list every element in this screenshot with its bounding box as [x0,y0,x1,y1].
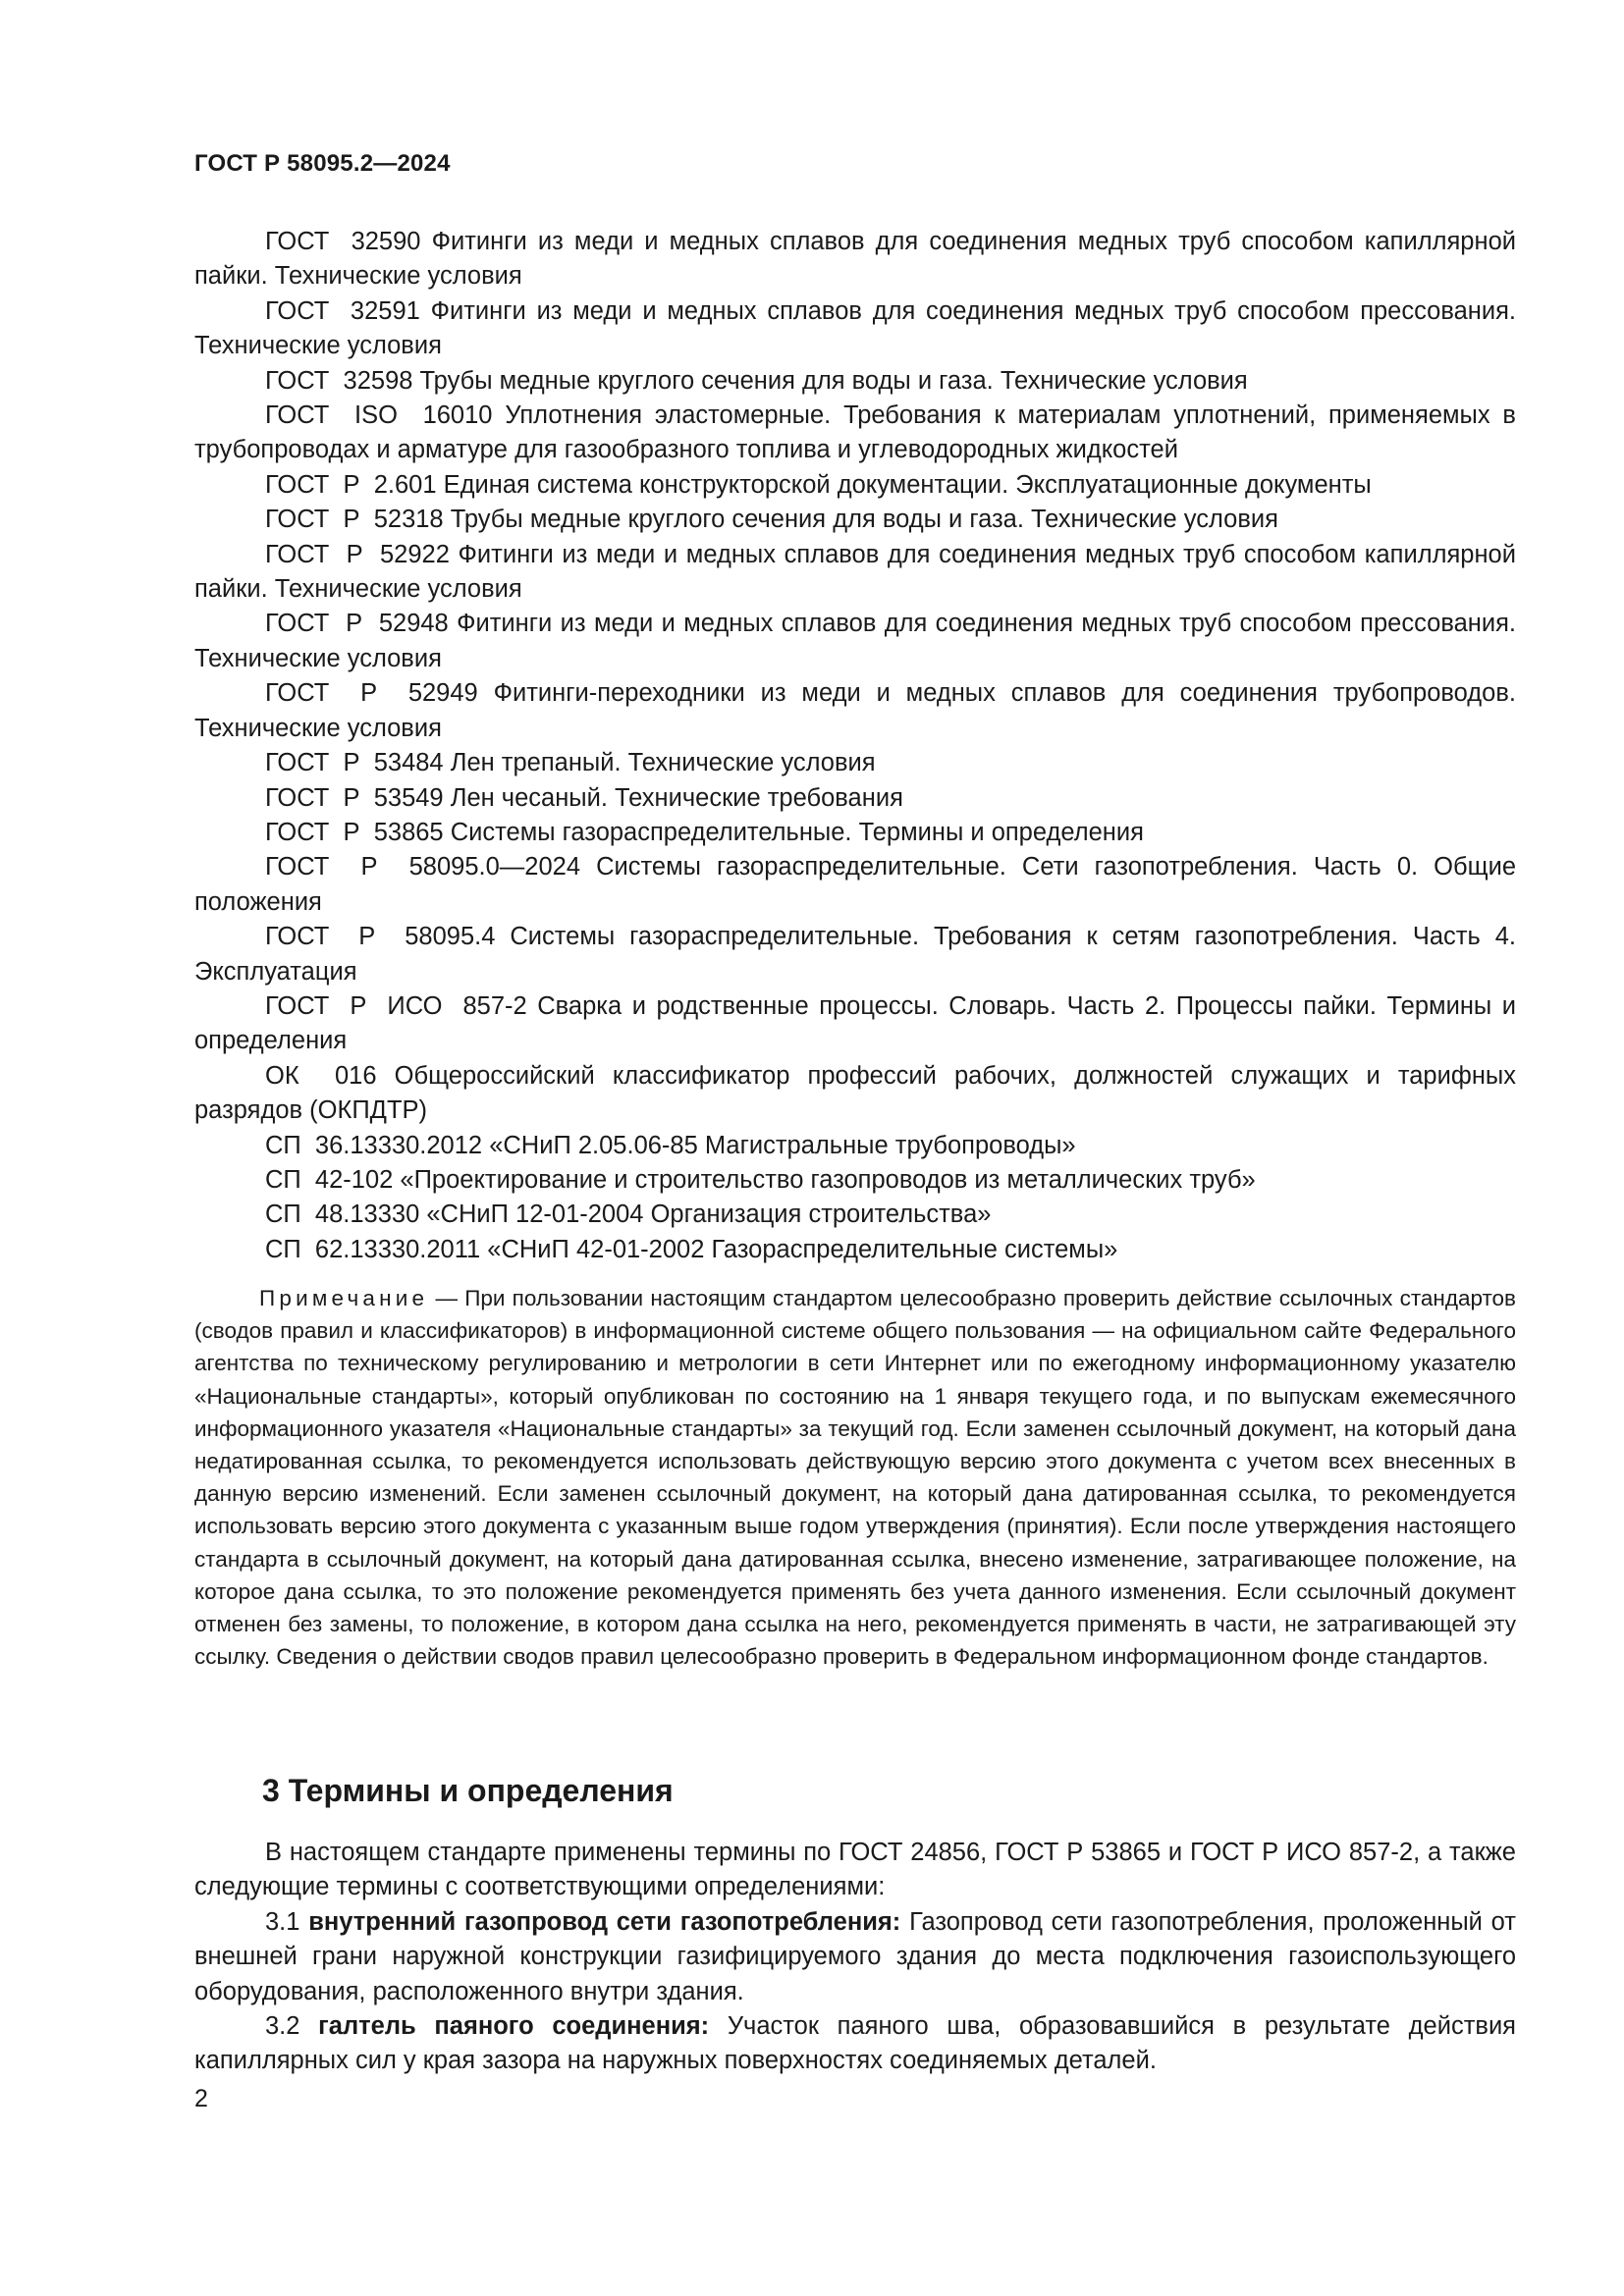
reference-item [194,1198,1516,1232]
term-definition: Газопровод сети газопотребления, проложенный от внешней грани наружной конструкции газифицируемого здания до места подключения газоиспользующего оборудования, расположенного внутри здания. [194,1907,1516,2005]
references-note [194,1282,1516,1673]
reference-title: Фитинги-переходники из меди и медных сплавов для соединения трубопроводов. Технические условия [194,679,1516,742]
reference-item [194,503,1516,537]
reference-code: СП 42-102 [265,1165,394,1194]
note-dash: — [428,1286,465,1310]
reference-code: ГОСТ Р 52318 [265,506,444,534]
reference-title: Системы газораспределительные. Термины и определения [450,818,1144,846]
term-definition: Участок паяного шва, образовавшийся в результате действия капиллярных сил у края зазора на наружных поверхностях соединяемых деталей. [194,2012,1516,2075]
reference-title: Фитинги из меди и медных сплавов для соединения медных труб способом капиллярной пайки. Технические условия [194,540,1516,604]
reference-title: Единая система конструкторской документации. Эксплуатационные документы [443,470,1372,499]
term-name: внутренний газопровод сети газопотребления: [308,1907,901,1936]
term-number: 3.2 [265,2012,300,2041]
reference-title: Уплотнения эластомерные. Требования к материалам уплотнений, применяемых в трубопроводах и арматуре для газообразного топлива и углеводородных жидкостей [194,401,1516,464]
page-number: 2 [194,2085,208,2112]
reference-code: ГОСТ Р 58095.0—2024 [265,853,581,881]
reference-item [194,850,1516,920]
reference-title: Трубы медные круглого сечения для воды и газа. Технические условия [450,506,1278,534]
section-intro: В настоящем стандарте применены термины по ГОСТ 24856, ГОСТ Р 53865 и ГОСТ Р ИСО 857-2, а также следующие термины с соответствующими определениями: [194,1839,1516,1901]
section-heading: 3 Термины и определения [262,1773,674,1808]
reference-title: Системы газораспределительные. Сети газопотребления. Часть 0. Общие положения [194,853,1516,916]
reference-code: ГОСТ Р ИСО 857-2 [265,991,527,1020]
reference-title: Лен чесаный. Технические требования [450,783,903,812]
reference-item [194,989,1516,1059]
note-label: Примечание [259,1286,429,1310]
reference-title: Сварка и родственные процессы. Словарь. Часть 2. Процессы пайки. Термины и определения [194,991,1516,1055]
reference-item [194,746,1516,780]
reference-title: «Проектирование и строительство газопроводов из металлических труб» [400,1165,1256,1194]
reference-code: ГОСТ Р 52948 [265,610,449,638]
reference-title: Трубы медные круглого сечения для воды и газа. Технические условия [419,366,1248,395]
reference-item [194,607,1516,676]
normative-references-list [194,225,1516,1267]
reference-code: ОК 016 [265,1061,377,1090]
reference-item [194,1163,1516,1198]
reference-item [194,816,1516,850]
reference-title: Системы газораспределительные. Требования к сетям газопотребления. Часть 4. Эксплуатация [194,923,1516,986]
reference-title: «СНиП 42-01-2002 Газораспределительные системы» [487,1235,1118,1263]
reference-item [194,294,1516,364]
reference-title: Общероссийский классификатор профессий рабочих, должностей служащих и тарифных разрядов (ОКПДТР) [194,1061,1516,1125]
reference-code: ГОСТ Р 52949 [265,679,478,708]
reference-title: Лен трепаный. Технические условия [450,749,876,777]
reference-title: Фитинги из меди и медных сплавов для соединения медных труб способом прессования. Технические условия [194,610,1516,672]
reference-item [194,225,1516,294]
reference-code: ГОСТ 32598 [265,366,413,395]
reference-code: ГОСТ Р 53865 [265,818,444,846]
reference-code: ГОСТ Р 53484 [265,749,444,777]
reference-item [194,1233,1516,1267]
reference-code: СП 62.13330.2011 [265,1235,481,1263]
reference-item [194,468,1516,503]
reference-code: ГОСТ ISO 16010 [265,401,493,430]
reference-code: ГОСТ Р 53549 [265,783,444,812]
term-number: 3.1 [265,1907,300,1936]
section-body [194,1836,1516,2079]
reference-item [194,781,1516,816]
reference-title: «СНиП 2.05.06-85 Магистральные трубопроводы» [489,1131,1076,1159]
reference-item [194,1059,1516,1129]
reference-code: ГОСТ 32591 [265,296,420,325]
reference-code: ГОСТ 32590 [265,228,421,255]
reference-item [194,399,1516,468]
reference-title: Фитинги из меди и медных сплавов для соединения медных труб способом прессования. Технические условия [194,296,1516,360]
reference-code: СП 48.13330 [265,1201,420,1229]
reference-code: ГОСТ Р 58095.4 [265,923,496,951]
reference-item [194,676,1516,746]
reference-code: СП 36.13330.2012 [265,1131,483,1159]
note-text: При пользовании настоящим стандартом целесообразно проверить действие ссылочных стандартов (сводов правил и классификаторов) в информационной системе общего пользования — на официальном сайте Федерального агентства по техническому регулированию и метрологии в сети Интернет или по ежегодному информационному указателю «Национальные стандарты», который опубликован по состоянию на 1 января текущего года, и по выпускам ежемесячного информационного указателя «Национальные стандарты» за текущий год. Если заменен ссылочный документ, на который дана недатированная ссылка, то рекомендуется использовать действующую версию этого документа с учетом всех внесенных в данную версию изменений. Если заменен ссылочный документ, на который дана датированная ссылка, то рекомендуется использовать версию этого документа с указанным выше годом утверждения (принятия). Если после утверждения настоящего стандарта в ссылочный документ, на который дана датированная ссылка, внесено изменение, затрагивающее положение, на которое дана ссылка, то это положение рекомендуется применять без учета данного изменения. Если ссылочный документ отменен без замены, то положение, в котором дана ссылка на него, рекомендуется применять в части, не затрагивающей эту ссылку. Сведения о действии сводов правил целесообразно проверить в Федеральном информационном фонде стандартов. [194,1286,1516,1670]
reference-code: ГОСТ Р 52922 [265,540,450,568]
reference-code: ГОСТ Р 2.601 [265,470,437,499]
reference-item [194,920,1516,989]
reference-item [194,538,1516,608]
document-header: ГОСТ Р 58095.2—2024 [194,150,451,177]
reference-item [194,1129,1516,1163]
term-entry [194,2009,1516,2079]
term-name: галтель паяного соединения: [318,2012,710,2041]
reference-item [194,364,1516,399]
term-entry [194,1905,1516,2009]
reference-title: Фитинги из меди и медных сплавов для соединения медных труб способом капиллярной пайки. Технические условия [194,228,1516,291]
reference-title: «СНиП 12-01-2004 Организация строительства» [426,1201,992,1229]
